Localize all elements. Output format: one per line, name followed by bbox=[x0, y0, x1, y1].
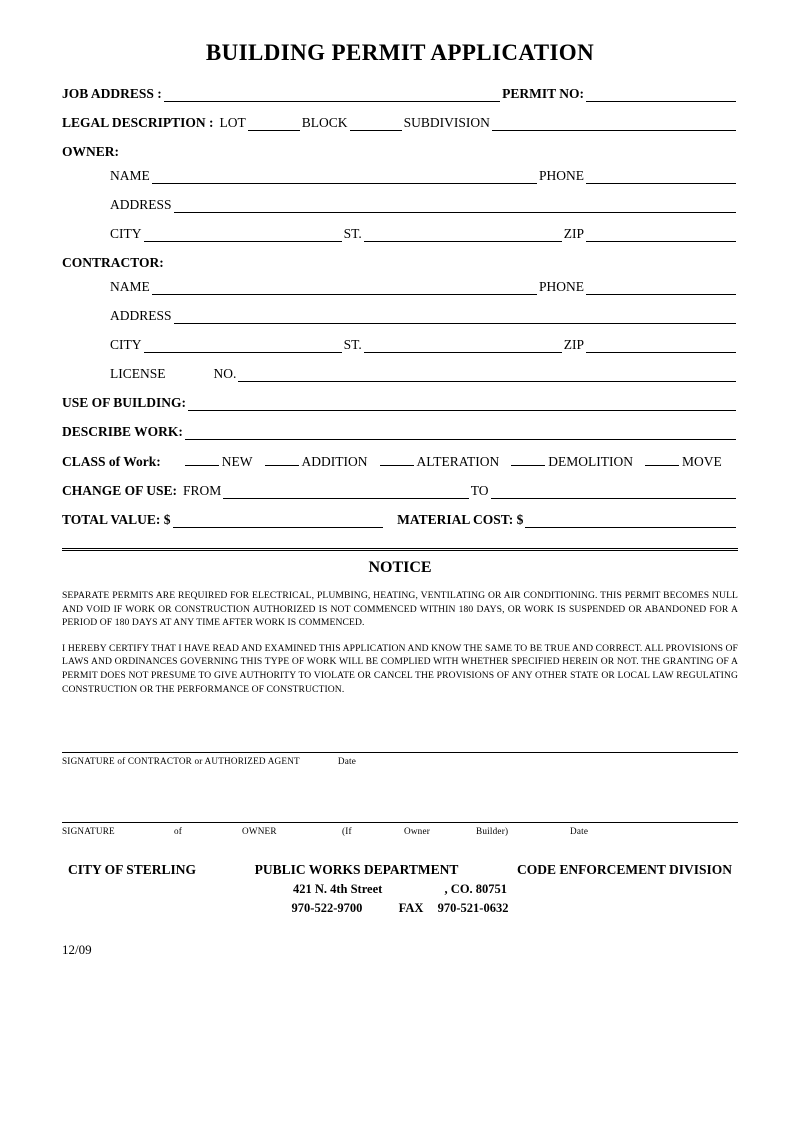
contractor-license-row bbox=[62, 366, 738, 382]
describe-work-label: DESCRIBE WORK: bbox=[62, 424, 183, 439]
contractor-phone-input[interactable] bbox=[586, 281, 736, 295]
class-checkbox-addition[interactable] bbox=[265, 453, 299, 466]
contractor-state-input[interactable] bbox=[364, 339, 562, 353]
owner-signature-date-label: Date bbox=[570, 826, 589, 837]
lot-input[interactable] bbox=[248, 117, 300, 131]
lot-label: LOT bbox=[219, 115, 246, 130]
change-of-use-row bbox=[62, 483, 738, 499]
owner-phone-label: PHONE bbox=[538, 168, 584, 183]
notice-paragraph-1: SEPARATE PERMITS ARE REQUIRED FOR ELECTRICAL, PLUMBING, HEATING, VENTILATING OR AIR CONDITIONING. THIS PERMIT BECOMES NULL AND VOID IF WORK OR CONSTRUCTION AUTHORIZED IS NOT COMMENCED WITHIN 180 DAYS, OR WORK IS SUSPENDED OR ABANDONED FOR A PERIOD OF 180 DAYS AT ANY TIME AFTER WORK IS COMMENCED. bbox=[62, 590, 738, 629]
change-of-use-from-input[interactable] bbox=[223, 485, 468, 499]
class-checkbox-demolition[interactable] bbox=[511, 453, 545, 466]
footer-city: CITY OF STERLING bbox=[68, 862, 197, 878]
total-value-input[interactable] bbox=[173, 514, 384, 528]
total-value-label: TOTAL VALUE: $ bbox=[62, 512, 171, 527]
owner-name-input[interactable] bbox=[152, 170, 537, 184]
notice-heading: NOTICE bbox=[368, 559, 432, 576]
legal-description-row bbox=[62, 115, 738, 131]
owner-signature-field[interactable] bbox=[62, 778, 738, 823]
change-of-use-label: CHANGE OF USE: bbox=[62, 483, 178, 498]
footer bbox=[62, 862, 738, 916]
owner-city-input[interactable] bbox=[144, 228, 342, 242]
owner-signature-word-6: Builder) bbox=[476, 826, 509, 837]
owner-address-row bbox=[62, 197, 738, 213]
job-address-input[interactable] bbox=[164, 88, 500, 102]
class-option-move[interactable] bbox=[645, 453, 722, 470]
class-of-work-label: CLASS of Work: bbox=[62, 454, 161, 469]
notice-paragraph-2: I HEREBY CERTIFY THAT I HAVE READ AND EXAMINED THIS APPLICATION AND KNOW THE SAME TO BE TRUE AND CORRECT. ALL PROVISIONS OF LAWS AND ORDINANCES GOVERNING THIS TYPE OF WORK WILL BE COMPLIED WITH WHETHER SPECIFIED HEREIN OR NOT. THE GRANTING OF A PERMIT DOES NOT PRESUME TO GIVE AUTHORITY TO VIOLATE OR CANCEL THE PROVISIONS OF ANY OTHER STATE OR LOCAL LAW REGULATING CONSTRUCTION OR THE PERFORMANCE OF CONSTRUCTION. bbox=[62, 642, 738, 695]
footer-department: PUBLIC WORKS DEPARTMENT bbox=[254, 862, 459, 878]
use-of-building-row bbox=[62, 395, 738, 411]
owner-zip-label: ZIP bbox=[563, 226, 585, 241]
material-cost-label: MATERIAL COST: $ bbox=[397, 512, 524, 527]
subdivision-input[interactable] bbox=[492, 117, 736, 131]
owner-phone-input[interactable] bbox=[586, 170, 736, 184]
section-divider bbox=[62, 548, 738, 551]
class-checkbox-move[interactable] bbox=[645, 453, 679, 466]
contractor-city-row bbox=[62, 337, 738, 353]
block-input[interactable] bbox=[350, 117, 402, 131]
contractor-zip-input[interactable] bbox=[586, 339, 736, 353]
contractor-section bbox=[62, 255, 738, 382]
job-address-row bbox=[62, 86, 738, 102]
contractor-city-input[interactable] bbox=[144, 339, 342, 353]
class-option-addition-label: ADDITION bbox=[301, 454, 368, 469]
legal-description-label: LEGAL DESCRIPTION : bbox=[62, 115, 214, 130]
owner-signature-word-5: Owner bbox=[404, 826, 431, 837]
material-cost-input[interactable] bbox=[525, 514, 736, 528]
contractor-address-label: ADDRESS bbox=[110, 308, 172, 323]
page-title: BUILDING PERMIT APPLICATION bbox=[205, 40, 595, 65]
contractor-section-heading: CONTRACTOR: bbox=[62, 255, 164, 270]
contractor-city-label: CITY bbox=[110, 337, 142, 352]
value-row bbox=[62, 512, 738, 528]
contractor-name-input[interactable] bbox=[152, 281, 537, 295]
class-checkbox-new[interactable] bbox=[185, 453, 219, 466]
describe-work-row bbox=[62, 424, 738, 440]
contractor-address-row bbox=[62, 308, 738, 324]
contractor-signature-caption-text: SIGNATURE of CONTRACTOR or AUTHORIZED AGENT bbox=[62, 756, 300, 767]
owner-signature-caption bbox=[62, 823, 738, 836]
change-of-use-from-label: FROM bbox=[183, 483, 222, 498]
class-option-demolition-label: DEMOLITION bbox=[548, 454, 633, 469]
footer-address-row bbox=[62, 882, 738, 897]
footer-phone-row bbox=[62, 901, 738, 916]
owner-name-label: NAME bbox=[110, 168, 150, 183]
job-address-label: JOB ADDRESS : bbox=[62, 86, 162, 101]
permit-no-input[interactable] bbox=[586, 88, 736, 102]
change-of-use-to-label: TO bbox=[470, 483, 489, 498]
owner-name-row bbox=[62, 168, 738, 184]
permit-no-label: PERMIT NO: bbox=[502, 86, 584, 101]
class-option-move-label: MOVE bbox=[682, 454, 722, 469]
footer-fax-number: 970-521-0632 bbox=[437, 901, 509, 916]
block-label: BLOCK bbox=[301, 115, 348, 130]
owner-signature-word-4: (If bbox=[342, 826, 352, 837]
owner-signature-word-1: SIGNATURE bbox=[62, 826, 115, 837]
change-of-use-to-input[interactable] bbox=[491, 485, 736, 499]
class-option-alteration-label: ALTERATION bbox=[416, 454, 500, 469]
use-of-building-label: USE OF BUILDING: bbox=[62, 395, 187, 410]
license-no-input[interactable] bbox=[238, 368, 736, 382]
footer-fax-label: FAX bbox=[398, 901, 424, 916]
owner-city-label: CITY bbox=[110, 226, 142, 241]
contractor-zip-label: ZIP bbox=[563, 337, 585, 352]
class-checkbox-alteration[interactable] bbox=[380, 453, 414, 466]
class-option-alteration[interactable] bbox=[380, 453, 500, 470]
class-option-addition[interactable] bbox=[265, 453, 368, 470]
owner-state-label: ST. bbox=[343, 226, 362, 241]
subdivision-label: SUBDIVISION bbox=[403, 115, 490, 130]
owner-city-row bbox=[62, 226, 738, 242]
contractor-phone-label: PHONE bbox=[538, 279, 584, 294]
owner-signature-word-3: OWNER bbox=[242, 826, 277, 837]
contractor-signature-field[interactable] bbox=[62, 708, 738, 753]
contractor-signature-caption bbox=[62, 753, 738, 766]
class-option-demolition[interactable] bbox=[511, 453, 633, 470]
owner-signature-word-2: of bbox=[174, 826, 183, 837]
owner-address-label: ADDRESS bbox=[110, 197, 172, 212]
class-option-new-label: NEW bbox=[221, 454, 253, 469]
describe-work-input[interactable] bbox=[185, 426, 736, 440]
owner-state-input[interactable] bbox=[364, 228, 562, 242]
contractor-signature-date-label: Date bbox=[337, 756, 357, 767]
form-sheet bbox=[62, 22, 738, 958]
class-of-work-row bbox=[62, 453, 738, 470]
footer-street: 421 N. 4th Street bbox=[292, 882, 383, 897]
footer-division: CODE ENFORCEMENT DIVISION bbox=[516, 862, 732, 878]
owner-section bbox=[62, 144, 738, 242]
revision-date: 12/09 bbox=[62, 942, 92, 958]
contractor-address-input[interactable] bbox=[174, 310, 736, 324]
owner-zip-input[interactable] bbox=[586, 228, 736, 242]
class-option-new[interactable] bbox=[185, 453, 253, 470]
contractor-name-label: NAME bbox=[110, 279, 150, 294]
use-of-building-input[interactable] bbox=[188, 397, 736, 411]
footer-city-state-zip: , CO. 80751 bbox=[444, 882, 508, 897]
footer-org-row bbox=[62, 862, 738, 878]
owner-address-input[interactable] bbox=[174, 199, 736, 213]
contractor-state-label: ST. bbox=[343, 337, 362, 352]
contractor-name-row bbox=[62, 279, 738, 295]
license-no-label: NO. bbox=[213, 366, 237, 381]
footer-phone-number: 970-522-9700 bbox=[291, 901, 363, 916]
license-label: LICENSE bbox=[110, 366, 166, 381]
owner-section-heading: OWNER: bbox=[62, 144, 119, 159]
